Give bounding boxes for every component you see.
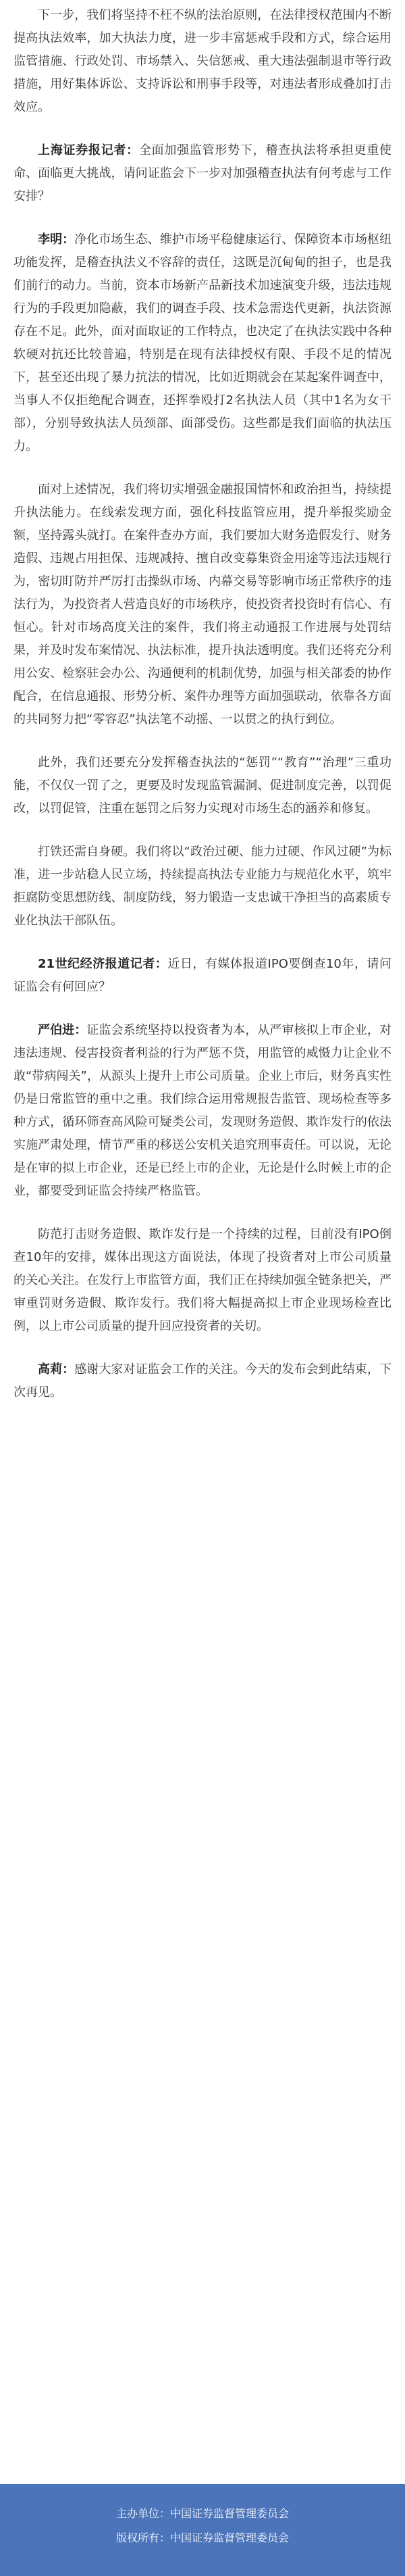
speaker-label: 高莉： [38, 1362, 75, 1377]
paragraph-3-answer [14, 228, 392, 458]
paragraph-8-answer [14, 1019, 392, 1203]
paragraph-text: 净化市场生态、维护市场平稳健康运行、保障资本市场枢纽功能发挥，是稽查执法义不容辞的责任，这既是沉甸甸的担子，也是我们前行的动力。当前，资本市场新产品新技术加速演变升级，违法违规行为的手段更加隐蔽，我们的调查手段、技术急需迭代更新，执法资源存在不足。此外，面对面取证的工作特点，也决定了在执法实践中各种软硬对抗还比较普遍，特别是在现有法律授权有限、手段不足的情况下，甚至还出现了暴力抗法的情况，比如近期就会在某起案件调查中，当事人不仅拒绝配合调查，还挥拳殴打2名执法人员（其中1名为女干部），分别导致执法人员颈部、面部受伤。这些都是我们面临的执法压力。 [14, 232, 392, 453]
speaker-label: 上海证券报记者： [38, 143, 139, 157]
page-footer [0, 2484, 405, 2576]
paragraph-text: 全面加强监管形势下，稽查执法将承担更重使命、面临更大挑战，请问证监会下一步对加强稽查执法有何考虑与工作安排？ [14, 143, 392, 203]
paragraph-text: 面对上述情况，我们将切实增强金融报国情怀和政治担当，持续提升执法能力。在线索发现方面，强化科技监管应用，提升举报奖励金额，坚持露头就打。在案件查办方面，我们要加大财务造假发行、财务造假、违规占用担保、违规减持、擅自改变募集资金用途等违法违规行为，密切盯防并严厉打击操纵市场、内幕交易等影响市场正常秩序的违法行为，为投资者人营造良好的市场秩序，使投资者投资时有信心、有恒心。针对市场高度关注的案件，我们将主动通报工作进展与处罚结果，并及时发布案情况、执法标准，提升执法透明度。我们还将充分利用公安、检察驻会办公、沟通便利的机制优势，加强与相关部委的协作配合，在信息通报、形势分析、案件办理等方面加强联动，依靠各方面的共同努力把“零容忍”执法笔不动摇、一以贯之的执行到位。 [14, 482, 392, 726]
paragraph-2-question [14, 139, 392, 208]
speaker-label: 21世纪经济报道记者： [38, 957, 168, 971]
paragraph-4 [14, 478, 392, 731]
paragraph-6 [14, 841, 392, 933]
paragraph-10-closing [14, 1358, 392, 1404]
paragraph-text: 感谢大家对证监会工作的关注。今天的发布会到此结束，下次再见。 [14, 1362, 392, 1400]
paragraph-text: 下一步，我们将坚持不枉不纵的法治原则，在法律授权范围内不断提高执法效率，加大执法力度，进一步丰富惩戒手段和方式，综合运用监管措施、行政处罚、市场禁入、失信惩戒、重大违法强制退市等行政措施，用好集体诉讼、支持诉讼和刑事手段等，对违法者形成叠加打击效应。 [14, 8, 392, 114]
paragraph-text: 近日，有媒体报道IPO要倒查10年，请问证监会有何回应？ [14, 957, 392, 994]
paragraph-1 [14, 4, 392, 119]
paragraph-text: 证监会系统坚持以投资者为本，从严审核拟上市企业，对违法违规、侵害投资者利益的行为严惩不贷，用监管的威慑力让企业不敢“带病闯关”，从源头上提升上市公司质量。企业上市后，财务真实性仍是日常监管的重中之重。我们综合运用常规报告监管、现场检查等多种方式，循环筛查高风险可疑类公司，发现财务造假、欺诈发行的依法实施严肃处理，情节严重的移送公安机关追究刑事责任。可以说，无论是在审的拟上市企业，还是已经上市的企业，无论是什么时候上市的企业，都要受到证监会持续严格监管。 [14, 1023, 392, 1198]
paragraph-5 [14, 751, 392, 820]
footer-copyright: 版权所有：中国证券监督管理委员会 [115, 2531, 289, 2544]
article-body [14, 0, 392, 2457]
paragraph-7-question [14, 953, 392, 999]
paragraph-text: 此外，我们还要充分发挥稽查执法的“惩罚”“教育”“治理”三重功能，不仅仅一罚了之，更要及时发现监管漏洞、促进制度完善，以罚促改，以罚促管，注重在惩罚之后努力实现对市场生态的涵养和修复。 [14, 756, 392, 816]
footer-sponsor: 主办单位：中国证券监督管理委员会 [115, 2507, 289, 2520]
paragraph-text: 打铁还需自身硬。我们将以“政治过硬、能力过硬、作风过硬”为标准，进一步站稳人民立场，持续提高执法专业能力与规范化水平，筑牢拒腐防变思想防线、制度防线，努力锻造一支忠诚干净担当的高素质专业化执法干部队伍。 [14, 845, 392, 928]
speaker-label: 李明： [38, 232, 75, 247]
paragraph-9 [14, 1223, 392, 1338]
paragraph-text: 防范打击财务造假、欺诈发行是一个持续的过程，目前没有IPO倒查10年的安排，媒体出现这方面说法，体现了投资者对上市公司质量的关心关注。在发行上市监管方面，我们正在持续加强全链条把关，严审重罚财务造假、欺诈发行。我们将大幅提高拟上市企业现场检查比例，以上市公司质量的提升回应投资者的关切。 [14, 1227, 392, 1333]
speaker-label: 严伯进： [38, 1023, 87, 1037]
